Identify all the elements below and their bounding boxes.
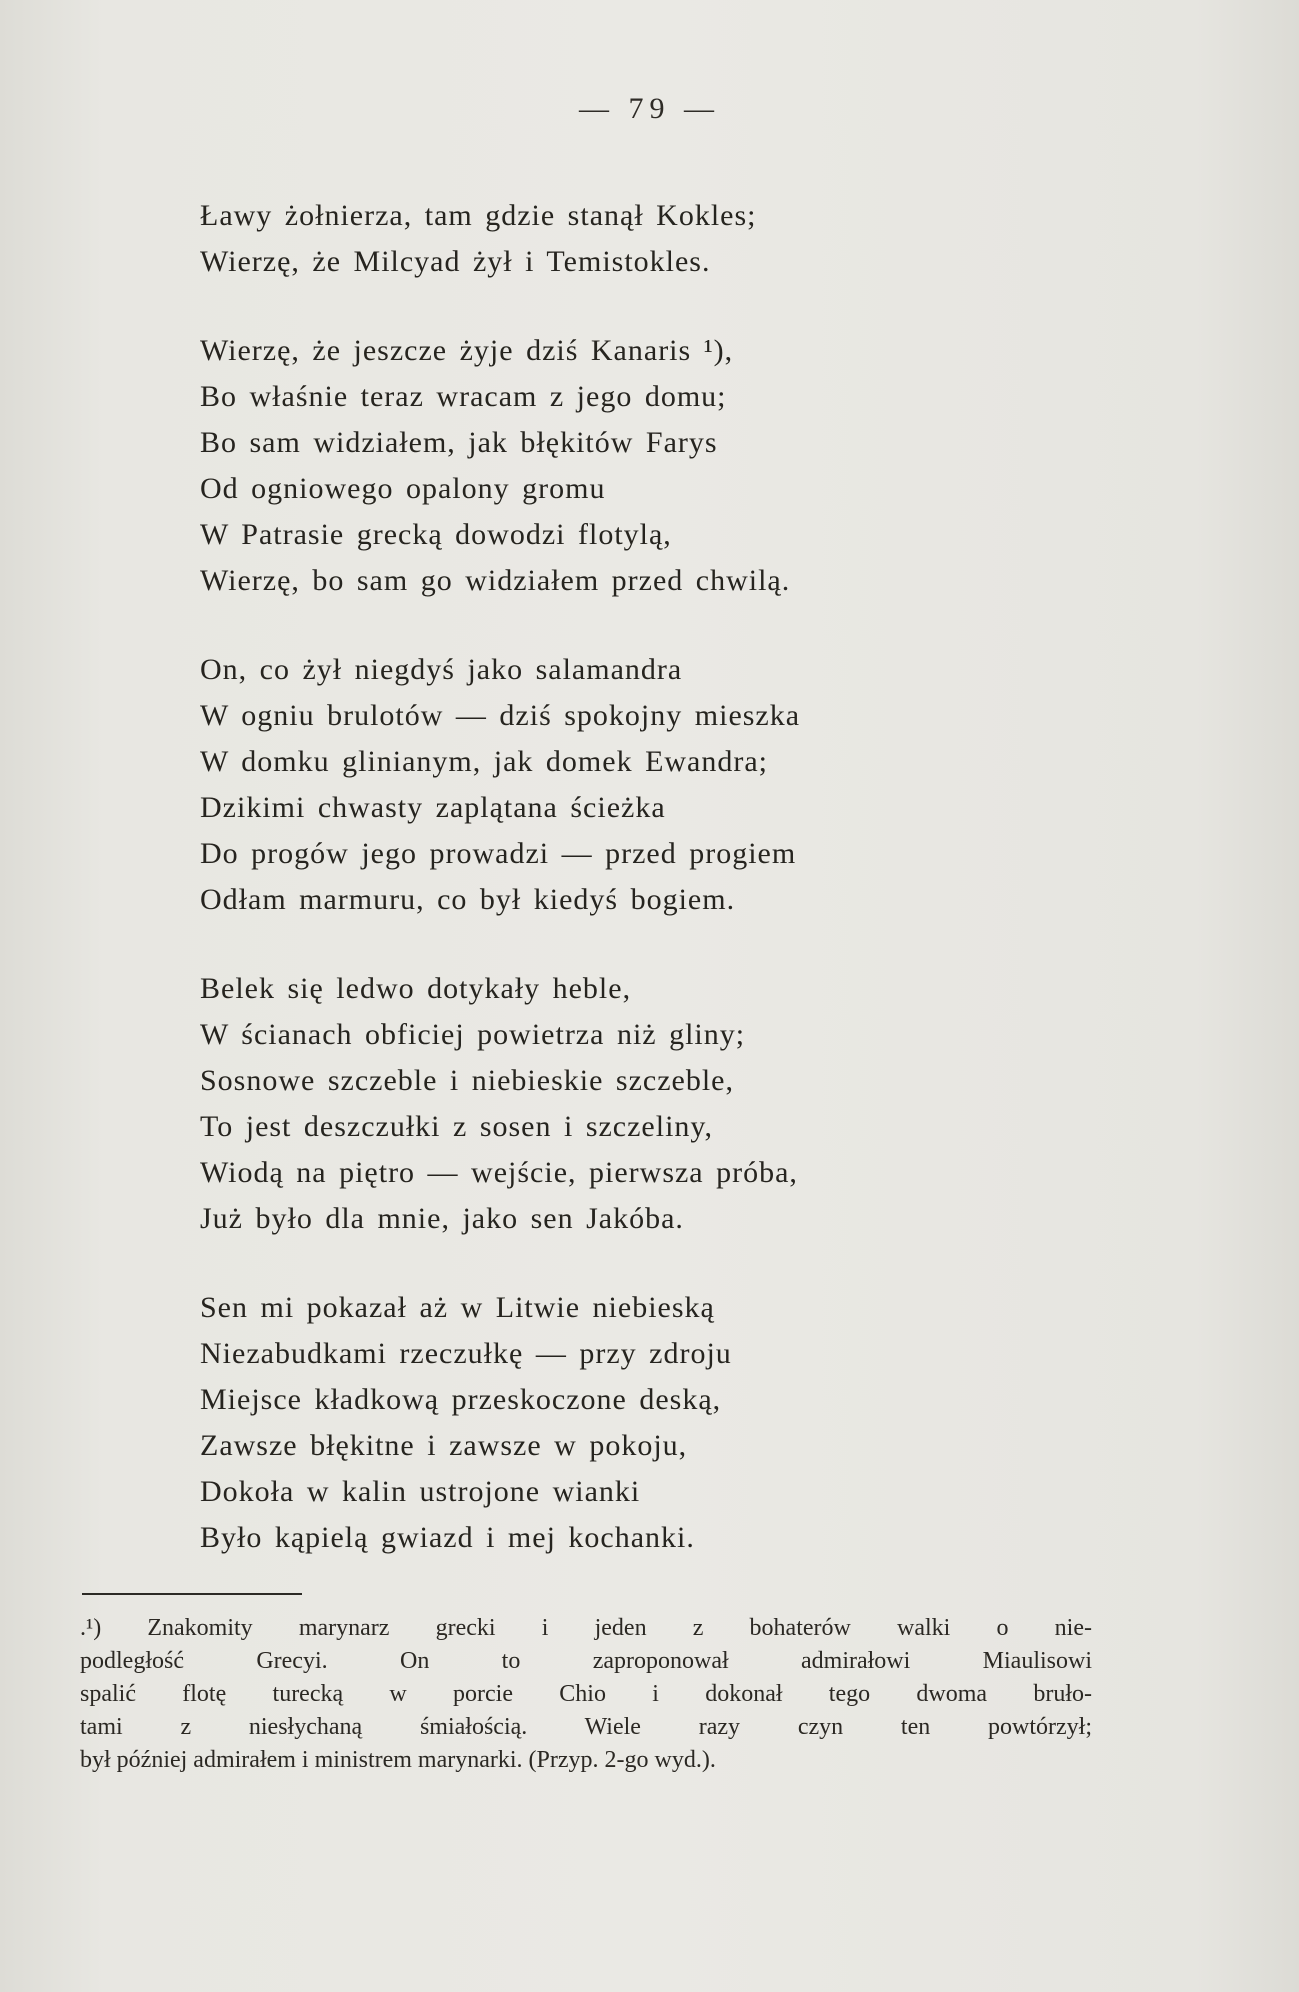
poem-line: Niezabudkami rzeczułkę — przy zdroju [200, 1337, 732, 1370]
poem-line: Wiodą na piętro — wejście, pierwsza próba, [200, 1156, 798, 1189]
poem-line: Od ogniowego opalony gromu [200, 472, 606, 505]
poem-line: Miejsce kładkową przeskoczone deską, [200, 1383, 722, 1416]
poem-line: Sosnowe szczeble i niebieskie szczeble, [200, 1064, 734, 1097]
poem [200, 193, 1000, 1604]
stanza-3 [200, 647, 1000, 923]
poem-line: Dzikimi chwasty zaplątana ścieżka [200, 791, 666, 824]
poem-line: Wierzę, bo sam go widziałem przed chwilą. [200, 564, 791, 597]
poem-line: Ławy żołnierza, tam gdzie stanął Kokles; [200, 199, 757, 232]
poem-line: W ogniu brulotów — dziś spokojny mieszka [200, 699, 801, 732]
poem-line: Sen mi pokazał aż w Litwie niebieską [200, 1291, 715, 1324]
footnote-line: tami z niesłychaną śmiałością. Wiele razy czyn ten powtórzył; [80, 1714, 1092, 1740]
poem-line: Do progów jego prowadzi — przed progiem [200, 837, 797, 870]
footnote-line: spalić flotę turecką w porcie Chio i dokonał tego dwoma bruło- [80, 1681, 1092, 1707]
poem-line: To jest deszczułki z sosen i szczeliny, [200, 1110, 713, 1143]
poem-line: Już było dla mnie, jako sen Jakóba. [200, 1202, 684, 1235]
stanza-5 [200, 1285, 1000, 1561]
poem-line: W domku glinianym, jak domek Ewandra; [200, 745, 769, 778]
poem-line: Wierzę, że Milcyad żył i Temistokles. [200, 245, 711, 278]
page-number: — 79 — [579, 92, 720, 125]
poem-line: Bo właśnie teraz wracam z jego domu; [200, 380, 727, 413]
poem-line: W ścianach obficiej powietrza niż gliny; [200, 1018, 746, 1051]
footnote [80, 1612, 1092, 1777]
stanza-1 [200, 193, 1000, 285]
footnote-line: .¹) Znakomity marynarz grecki i jeden z bohaterów walki o nie- [80, 1615, 1092, 1641]
footnote-divider [82, 1593, 302, 1595]
poem-line: W Patrasie grecką dowodzi flotylą, [200, 518, 672, 551]
poem-line: Zawsze błękitne i zawsze w pokoju, [200, 1429, 688, 1462]
poem-line: Belek się ledwo dotykały heble, [200, 972, 632, 1005]
stanza-2 [200, 328, 1000, 604]
poem-line: Bo sam widziałem, jak błękitów Farys [200, 426, 718, 459]
footnote-line: był później admirałem i ministrem marynarki. (Przyp. 2-go wyd.). [80, 1747, 716, 1773]
poem-line: Dokoła w kalin ustrojone wianki [200, 1475, 641, 1508]
poem-line: Wierzę, że jeszcze żyje dziś Kanaris ¹), [200, 334, 734, 367]
poem-line: Odłam marmuru, co był kiedyś bogiem. [200, 883, 736, 916]
poem-line: Było kąpielą gwiazd i mej kochanki. [200, 1521, 695, 1554]
footnote-line: podległość Grecyi. On to zaproponował admirałowi Miaulisowi [80, 1648, 1092, 1674]
stanza-4 [200, 966, 1000, 1242]
poem-line: On, co żył niegdyś jako salamandra [200, 653, 683, 686]
